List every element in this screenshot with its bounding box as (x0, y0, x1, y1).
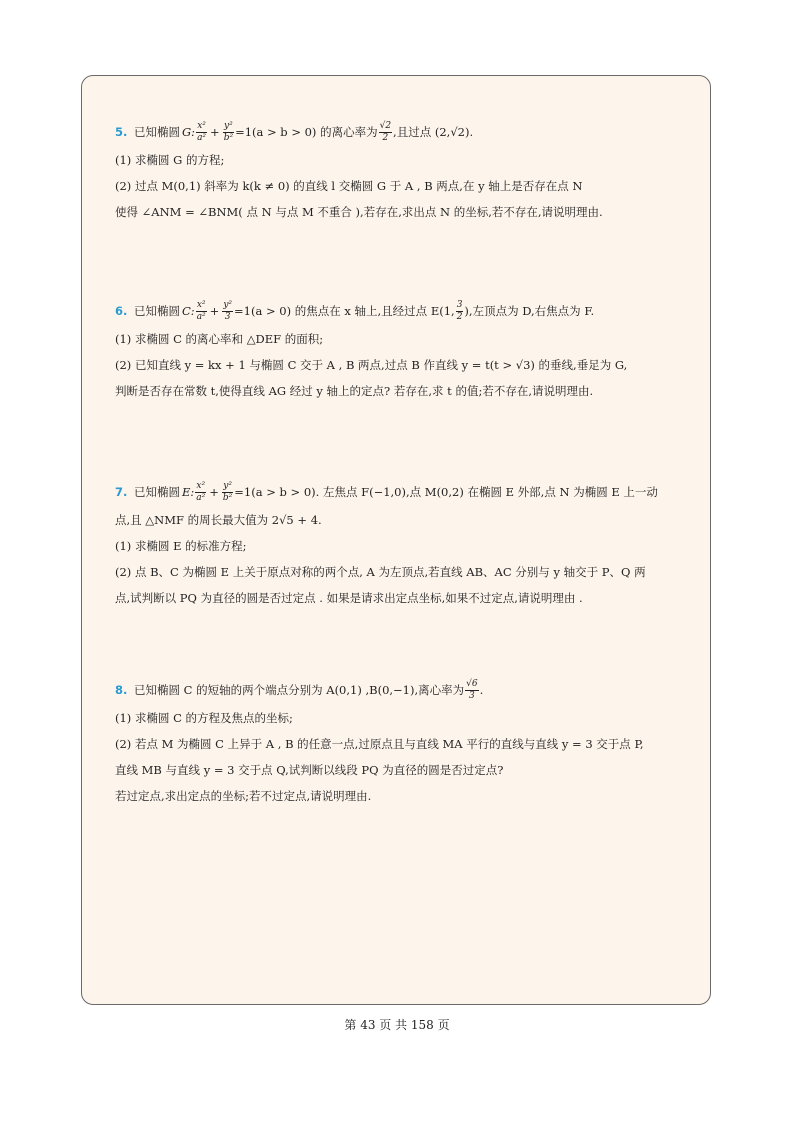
problem-line: (2) 若点 M 为椭圆 C 上异于 A , B 的任意一点,过原点且与直线 MA 平行的直线与直线 y = 3 交于点 P, (115, 737, 644, 751)
problem-stem: 8. 已知椭圆 C 的短轴的两个端点分别为 A(0,1) ,B(0,−1),离心率为 $\frac{√6}{3}$ . (115, 675, 695, 705)
fraction: $\frac{\text{y²}}{\text{b²}}$ (222, 480, 233, 503)
page-footer: 第 43 页 共 158 页 (344, 1018, 450, 1032)
problem-8 (115, 675, 695, 809)
fraction: $\frac{\text{y²}}{3}$ (223, 299, 233, 322)
fraction: $\frac{\text{x²}}{\text{a²}}$ (197, 120, 207, 143)
problem-number: 6. (115, 304, 128, 318)
problem-line: (2) 已知直线 y = kx + 1 与椭圆 C 交于 A , B 两点,过点 B 作直线 y = t(t > √3) 的垂线,垂足为 G, (115, 358, 628, 372)
problem-line: (1) 求椭圆 E 的标准方程; (115, 539, 247, 553)
problem-6 (115, 296, 695, 404)
fraction: $\frac{\text{x²}}{\text{a²}}$ (196, 299, 206, 322)
problem-number: 8. (115, 683, 128, 697)
problem-number: 7. (115, 485, 128, 499)
problem-stem: 5. 已知椭圆 G: $\frac{\text{x²}}{\text{a²}}$ + $\frac{\text{y²}}{\text{b²}}$ =1(a > b > 0) 的离心率为 $\frac{√2}{2}$ ,且过点 (2,√2). (115, 117, 695, 147)
fraction: $\frac{√2}{2}$ (379, 120, 392, 143)
fraction: $\frac{\text{y²}}{\text{b²}}$ (223, 120, 234, 143)
problem-line: (1) 求椭圆 G 的方程; (115, 153, 225, 167)
problem-line: (1) 求椭圆 C 的离心率和 △DEF 的面积; (115, 332, 324, 346)
problem-stem: 7. 已知椭圆 E: $\frac{\text{x²}}{\text{a²}}$ + $\frac{\text{y²}}{\text{b²}}$ =1(a > b > 0). 左焦点 F(−1,0),点 M(0,2) 在椭圆 E 外部,点 N 为椭圆 E 上一动 (115, 477, 695, 507)
fraction: $\frac{√6}{3}$ (466, 678, 478, 701)
problem-number: 5. (115, 125, 128, 139)
problem-line: 若过定点,求出定点的坐标;若不过定点,请说明理由. (115, 789, 372, 803)
problem-line: 判断是否存在常数 t,使得直线 AG 经过 y 轴上的定点? 若存在,求 t 的值;若不存在,请说明理由. (115, 384, 594, 398)
problem-line: (1) 求椭圆 C 的方程及焦点的坐标; (115, 711, 293, 725)
problem-line: 点,试判断以 PQ 为直径的圆是否过定点 . 如果是请求出定点坐标,如果不过定点,请说明理由 . (115, 591, 583, 605)
problem-line: 使得 ∠ANM = ∠BNM( 点 N 与点 M 不重合 ),若存在,求出点 N 的坐标,若不存在,请说明理由. (115, 205, 603, 219)
problem-line: (2) 点 B、C 为椭圆 E 上关于原点对称的两个点, A 为左顶点,若直线 AB、AC 分别与 y 轴交于 P、Q 两 (115, 565, 646, 579)
problem-7 (115, 477, 695, 611)
problem-line: (2) 过点 M(0,1) 斜率为 k(k ≠ 0) 的直线 l 交椭圆 G 于 A , B 两点,在 y 轴上是否存在点 N (115, 179, 583, 193)
fraction: $\frac{3}{2}$ (456, 299, 463, 322)
problem-line: 点,且 △NMF 的周长最大值为 2√5 + 4. (115, 513, 322, 527)
problem-5 (115, 117, 695, 225)
problem-stem: 6. 已知椭圆 C: $\frac{\text{x²}}{\text{a²}}$ + $\frac{\text{y²}}{3}$ =1(a > 0) 的焦点在 x 轴上,且经过点 E(1, $\frac{3}{2}$ ),左顶点为 D,右焦点为 F. (115, 296, 695, 326)
problem-line: 直线 MB 与直线 y = 3 交于点 Q,试判断以线段 PQ 为直径的圆是否过定点? (115, 763, 504, 777)
fraction: $\frac{\text{x²}}{\text{a²}}$ (196, 480, 206, 503)
